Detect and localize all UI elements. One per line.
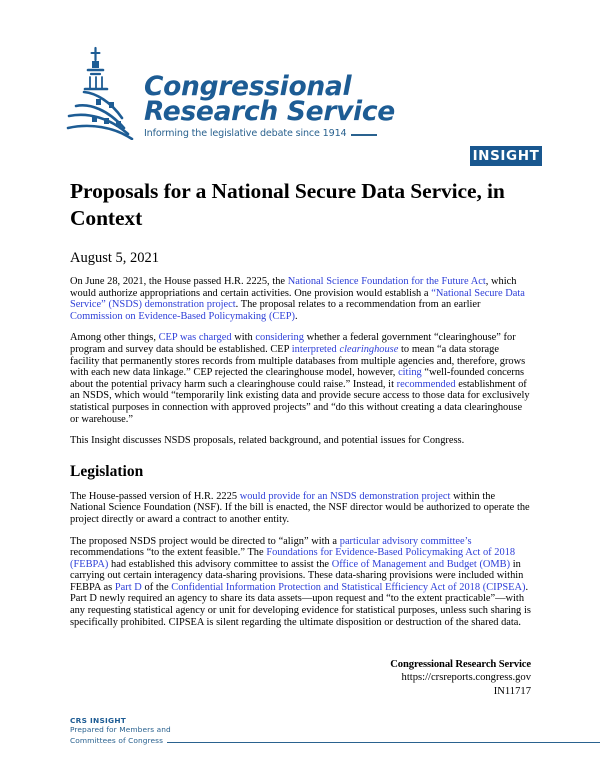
link-considering[interactable]: considering bbox=[255, 332, 304, 344]
text-run: with bbox=[231, 332, 256, 344]
text-run: of the bbox=[141, 581, 172, 593]
page-footer bbox=[70, 716, 600, 746]
text-run: . The proposal relates to a recommendation from an earlier bbox=[235, 299, 481, 311]
footer-prepared-line1: Prepared for Members and bbox=[70, 725, 171, 734]
link-particular-advisory-committee[interactable]: particular advisory committee’s bbox=[339, 535, 472, 547]
text-run: “well-founded concerns about the potential privacy harm such a clearinghouse could raise.” Instead, it bbox=[70, 367, 525, 390]
footer-rule bbox=[167, 742, 600, 743]
link-omb[interactable]: Office of Management and Budget (OMB) bbox=[331, 558, 511, 570]
attribution-block bbox=[230, 658, 531, 699]
text-run: . Part D newly required an agency to share its data assets—upon request and “to the extent practicable”—with any requesting statistical agency or unit for developing evidence for statistical purposes, unless such sharing is specifically prohibited. CIPSEA is silent regarding the ultimate disposition or destruction of the shared data. bbox=[70, 581, 531, 628]
report-id: IN11717 bbox=[493, 686, 531, 697]
link-nsds-demonstration-project[interactable]: “National Secure Data Service” (NSDS) demonstration project bbox=[70, 287, 525, 311]
paragraph-scope: This Insight discusses NSDS proposals, related background, and potential issues for Congress. bbox=[70, 435, 465, 447]
text-run: had established this advisory committee to assist the bbox=[108, 558, 332, 570]
paragraph-house-version bbox=[70, 491, 531, 526]
link-interpreted[interactable]: interpreted bbox=[291, 343, 337, 355]
footer-series-title: CRS INSIGHT bbox=[70, 716, 127, 725]
link-would-provide-nsds-demo[interactable]: would provide for an NSDS demonstration project bbox=[239, 490, 451, 502]
text-run: establishment of an NSDS, which would “temporarily link existing data and provide secure access to those data for exclusively statistical purposes in connection with approved projects” and “do this without creating a data clearinghouse or warehouse.” bbox=[70, 378, 530, 425]
link-citing[interactable]: citing bbox=[398, 367, 422, 379]
text-run: The proposed NSDS project would be directed to “align” with a bbox=[70, 535, 340, 547]
logo-line-congressional: Congressional bbox=[144, 71, 352, 102]
link-febpa[interactable]: Foundations for Evidence-Based Policymaking Act of 2018 (FEBPA) bbox=[70, 547, 516, 570]
text-run: within the National Science Foundation (NSF). If the bill is enacted, the NSF director would be authorized to operate the project directly or award a contract to another entity. bbox=[70, 490, 530, 525]
logo-tagline: Informing the legislative debate since 1914 bbox=[144, 128, 347, 139]
link-recommended[interactable]: recommended bbox=[396, 378, 456, 390]
link-cep-was-charged[interactable]: CEP was charged bbox=[158, 332, 232, 344]
footer-prepared-line2: Committees of Congress bbox=[70, 735, 164, 745]
logo-tagline-row bbox=[144, 128, 394, 139]
link-commission-evidence-based-policymaking[interactable]: Commission on Evidence-Based Policymaking (CEP) bbox=[70, 310, 295, 322]
document-content bbox=[70, 178, 531, 628]
crs-logo-wordmark bbox=[144, 71, 395, 139]
text-run: whether a federal government “clearinghouse” for program and survey data should be established. CEP bbox=[70, 332, 516, 355]
link-nsf-future-act[interactable]: National Science Foundation for the Future Act bbox=[287, 276, 486, 287]
paragraph-cep-clearinghouse bbox=[70, 332, 531, 425]
attribution-organization: Congressional Research Service bbox=[390, 659, 531, 670]
text-run: in carrying out certain interagency data-sharing provisions. These data-sharing provisions were included within FEBPA as bbox=[70, 558, 524, 593]
link-part-d[interactable]: Part D bbox=[114, 581, 142, 593]
text-run: Among other things, bbox=[70, 332, 159, 344]
text-run: . bbox=[294, 310, 298, 322]
text-run: The House-passed version of H.R. 2225 bbox=[70, 490, 240, 502]
link-cipsea[interactable]: Confidential Information Protection and Statistical Efficiency Act of 2018 (CIPSEA) bbox=[171, 581, 526, 593]
paragraph-intro bbox=[70, 276, 531, 322]
text-run: recommendations “to the extent feasible.” The bbox=[70, 547, 267, 559]
attribution-url[interactable]: https://crsreports.congress.gov bbox=[401, 672, 531, 683]
text-run: On June 28, 2021, the House passed H.R. 2225, the bbox=[70, 276, 288, 287]
logo-tagline-rule bbox=[351, 134, 377, 136]
paragraph-advisory-committee bbox=[70, 536, 531, 629]
page-title: Proposals for a National Secure Data Service, in Context bbox=[70, 179, 505, 230]
masthead bbox=[0, 42, 600, 164]
section-heading-legislation: Legislation bbox=[70, 462, 144, 480]
insight-badge: INSIGHT bbox=[470, 146, 542, 166]
logo-line-research-service: Research Service bbox=[144, 96, 395, 127]
text-run: to mean “a data storage facility that permanently stores records from multiple databases from multiple agencies and, therefore, grows with each new data linkage.” CEP rejected the clearinghouse model, however, bbox=[70, 343, 526, 379]
crs-logo bbox=[66, 42, 395, 144]
footer-bottom-row bbox=[70, 736, 600, 747]
text-run: , which would authorize appropriations and certain activities. One provision would establish a bbox=[70, 276, 517, 299]
emphasis-clearinghouse: clearinghouse bbox=[339, 343, 399, 355]
publication-date: August 5, 2021 bbox=[70, 250, 160, 266]
